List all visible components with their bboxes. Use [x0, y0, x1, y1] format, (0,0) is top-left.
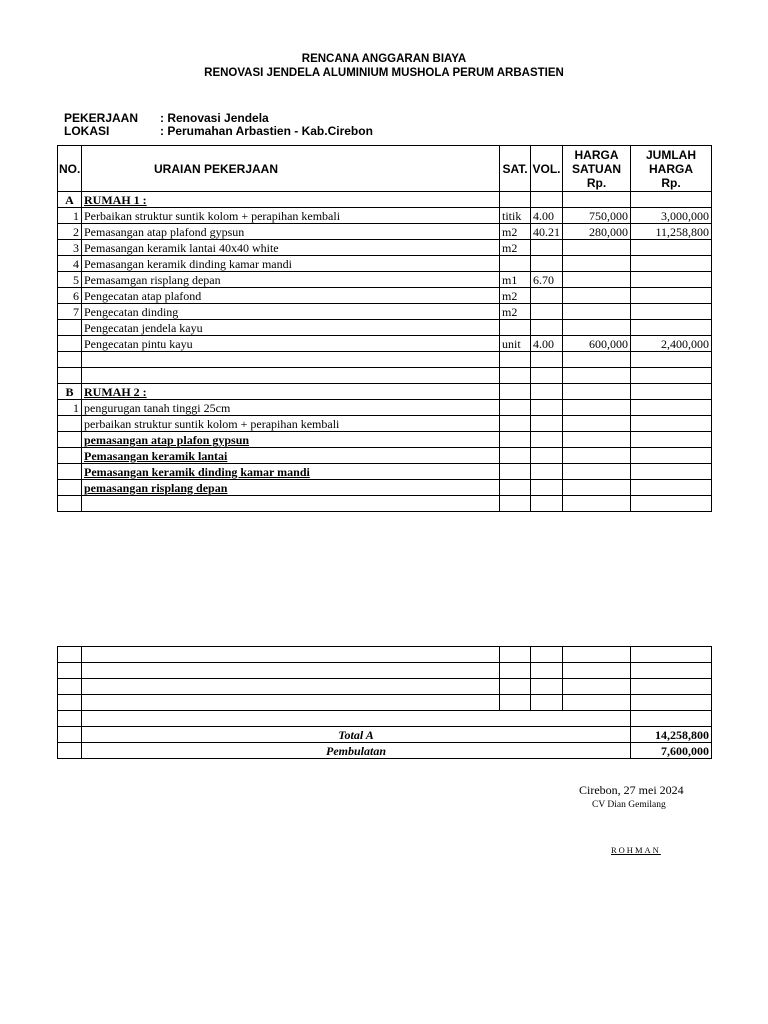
row-harga-satuan	[563, 448, 631, 464]
header-harga-line1: HARGA	[574, 147, 619, 162]
header-sat: SAT.	[500, 146, 531, 192]
row-jumlah-harga: 11,258,800	[631, 224, 712, 240]
empty-cell	[82, 496, 500, 512]
row-harga-satuan	[563, 272, 631, 288]
row-harga-satuan	[563, 416, 631, 432]
row-harga-satuan	[563, 480, 631, 496]
row-number	[58, 416, 82, 432]
header-jumlah-harga	[631, 146, 712, 192]
table-row	[58, 448, 712, 464]
empty-cell	[631, 352, 712, 368]
document-title: RENCANA ANGGARAN BIAYA	[301, 53, 467, 65]
section-row	[58, 384, 712, 400]
row-satuan: m2	[500, 304, 531, 320]
row-jumlah-harga	[631, 400, 712, 416]
table-row	[58, 224, 712, 240]
lokasi-value: : Perumahan Arbastien - Kab.Cirebon	[160, 124, 373, 138]
row-jumlah-harga	[631, 256, 712, 272]
signer-name: ROHMAN	[611, 845, 661, 855]
blank-row	[58, 352, 712, 368]
row-number: 4	[58, 256, 82, 272]
row-satuan	[500, 464, 531, 480]
table-row	[58, 480, 712, 496]
row-description: Pemasangan keramik lantai	[82, 448, 500, 464]
row-volume: 6.70	[531, 272, 563, 288]
row-jumlah-harga	[631, 480, 712, 496]
table-row	[58, 304, 712, 320]
row-number: 5	[58, 272, 82, 288]
row-volume	[531, 304, 563, 320]
blank-row	[58, 695, 712, 711]
table-row	[58, 416, 712, 432]
row-volume	[531, 240, 563, 256]
document-subtitle: RENOVASI JENDELA ALUMINIUM MUSHOLA PERUM ARBASTIEN	[204, 67, 564, 79]
pembulatan-value: 7,600,000	[631, 743, 712, 759]
empty-cell	[531, 192, 563, 208]
empty-cell	[58, 352, 82, 368]
row-harga-satuan	[563, 464, 631, 480]
row-volume	[531, 432, 563, 448]
row-satuan	[500, 400, 531, 416]
budget-table	[57, 145, 712, 512]
empty-cell	[500, 352, 531, 368]
table-row	[58, 208, 712, 224]
pekerjaan-line	[64, 111, 269, 125]
empty-cell	[82, 368, 500, 384]
row-satuan: m2	[500, 224, 531, 240]
row-harga-satuan	[563, 400, 631, 416]
row-jumlah-harga	[631, 240, 712, 256]
row-number	[58, 448, 82, 464]
row-number: 1	[58, 400, 82, 416]
empty-cell	[631, 496, 712, 512]
row-jumlah-harga	[631, 416, 712, 432]
empty-cell	[58, 368, 82, 384]
row-satuan	[500, 448, 531, 464]
row-jumlah-harga	[631, 272, 712, 288]
row-number: 1	[58, 208, 82, 224]
row-number: 2	[58, 224, 82, 240]
header-jumlah-line1: JUMLAH	[646, 147, 696, 162]
table-row	[58, 256, 712, 272]
table-row	[58, 400, 712, 416]
row-harga-satuan: 600,000	[563, 336, 631, 352]
table-row	[58, 272, 712, 288]
row-number	[58, 336, 82, 352]
row-harga-satuan	[563, 288, 631, 304]
row-satuan	[500, 480, 531, 496]
row-description: Pemasangan keramik lantai 40x40 white	[82, 240, 500, 256]
empty-cell	[563, 496, 631, 512]
row-volume	[531, 416, 563, 432]
row-satuan: m1	[500, 272, 531, 288]
row-volume	[531, 448, 563, 464]
empty-cell	[500, 368, 531, 384]
row-description: Pemasangan atap plafond gypsun	[82, 224, 500, 240]
row-satuan: m2	[500, 240, 531, 256]
row-number	[58, 464, 82, 480]
header-vol: VOL.	[531, 146, 563, 192]
row-jumlah-harga	[631, 448, 712, 464]
row-satuan	[500, 320, 531, 336]
row-harga-satuan: 750,000	[563, 208, 631, 224]
header-jumlah-line3: Rp.	[661, 175, 681, 190]
row-volume	[531, 464, 563, 480]
table-row	[58, 240, 712, 256]
empty-cell	[500, 496, 531, 512]
row-satuan	[500, 432, 531, 448]
row-volume: 4.00	[531, 336, 563, 352]
row-number	[58, 480, 82, 496]
row-jumlah-harga	[631, 320, 712, 336]
blank-row	[58, 647, 712, 663]
row-number	[58, 432, 82, 448]
header-harga-satuan	[563, 146, 631, 192]
row-description: Perbaikan struktur suntik kolom + perapihan kembali	[82, 208, 500, 224]
header-uraian: URAIAN PEKERJAAN	[82, 146, 500, 192]
row-satuan	[500, 256, 531, 272]
row-harga-satuan	[563, 304, 631, 320]
row-number: 7	[58, 304, 82, 320]
empty-cell	[58, 496, 82, 512]
place-date: Cirebon, 27 mei 2024	[579, 783, 684, 797]
blank-row	[58, 711, 712, 727]
lokasi-line	[64, 124, 373, 138]
row-description: Pengecatan dinding	[82, 304, 500, 320]
row-number: 6	[58, 288, 82, 304]
row-jumlah-harga	[631, 464, 712, 480]
row-jumlah-harga: 2,400,000	[631, 336, 712, 352]
row-harga-satuan	[563, 256, 631, 272]
empty-cell	[563, 368, 631, 384]
empty-cell	[531, 384, 563, 400]
row-description: pengurugan tanah tinggi 25cm	[82, 400, 500, 416]
total-row	[58, 727, 712, 743]
row-description: perbaikan struktur suntik kolom + perapihan kembali	[82, 416, 500, 432]
blank-row	[58, 496, 712, 512]
row-description: Pengecatan pintu kayu	[82, 336, 500, 352]
empty-cell	[631, 368, 712, 384]
header-no: NO.	[58, 146, 82, 192]
row-satuan	[500, 416, 531, 432]
empty-cell	[563, 192, 631, 208]
row-satuan: m2	[500, 288, 531, 304]
table-row	[58, 320, 712, 336]
pembulatan-label: Pembulatan	[82, 743, 631, 759]
row-volume: 40.21	[531, 224, 563, 240]
row-number: 3	[58, 240, 82, 256]
row-jumlah-harga	[631, 288, 712, 304]
row-volume	[531, 256, 563, 272]
row-description: Pemasamgan risplang depan	[82, 272, 500, 288]
row-number	[58, 320, 82, 336]
blank-row	[58, 663, 712, 679]
row-satuan: unit	[500, 336, 531, 352]
empty-cell	[631, 384, 712, 400]
row-description: Pengecatan atap plafond	[82, 288, 500, 304]
section-name: RUMAH 1 :	[82, 192, 500, 208]
row-jumlah-harga: 3,000,000	[631, 208, 712, 224]
row-volume: 4.00	[531, 208, 563, 224]
row-description: pemasangan atap plafon gypsun	[82, 432, 500, 448]
empty-cell	[631, 192, 712, 208]
company-name: CV Dian Gemilang	[592, 800, 666, 810]
section-name: RUMAH 2 :	[82, 384, 500, 400]
empty-cell	[500, 192, 531, 208]
section-code: A	[58, 192, 82, 208]
table-header-row	[58, 146, 712, 192]
table-row	[58, 336, 712, 352]
table-row	[58, 464, 712, 480]
empty-cell	[500, 384, 531, 400]
blank-row	[58, 679, 712, 695]
row-description: Pemasangan keramik dinding kamar mandi	[82, 256, 500, 272]
empty-cell	[531, 496, 563, 512]
pekerjaan-label: PEKERJAAN	[64, 111, 139, 125]
table-row	[58, 288, 712, 304]
row-harga-satuan	[563, 240, 631, 256]
row-harga-satuan	[563, 320, 631, 336]
row-satuan: titik	[500, 208, 531, 224]
row-harga-satuan: 280,000	[563, 224, 631, 240]
empty-cell	[531, 352, 563, 368]
row-jumlah-harga	[631, 304, 712, 320]
empty-cell	[82, 352, 500, 368]
row-volume	[531, 320, 563, 336]
row-jumlah-harga	[631, 432, 712, 448]
row-description: Pemasangan keramik dinding kamar mandi	[82, 464, 500, 480]
blank-row	[58, 368, 712, 384]
row-volume	[531, 400, 563, 416]
empty-cell	[563, 384, 631, 400]
empty-cell	[563, 352, 631, 368]
empty-cell	[531, 368, 563, 384]
total-value: 14,258,800	[631, 727, 712, 743]
row-description: pemasangan risplang depan	[82, 480, 500, 496]
header-harga-line3: Rp.	[586, 175, 607, 190]
totals-table	[57, 646, 712, 759]
section-row	[58, 192, 712, 208]
row-harga-satuan	[563, 432, 631, 448]
header-jumlah-line2: HARGA	[649, 161, 693, 176]
row-volume	[531, 288, 563, 304]
row-description: Pengecatan jendela kayu	[82, 320, 500, 336]
pekerjaan-value: : Renovasi Jendela	[160, 111, 269, 125]
lokasi-label: LOKASI	[64, 124, 110, 138]
pembulatan-row	[58, 743, 712, 759]
section-code: B	[58, 384, 82, 400]
header-harga-line2: SATUAN	[571, 161, 622, 176]
total-label: Total A	[82, 727, 631, 743]
row-volume	[531, 480, 563, 496]
table-row	[58, 432, 712, 448]
